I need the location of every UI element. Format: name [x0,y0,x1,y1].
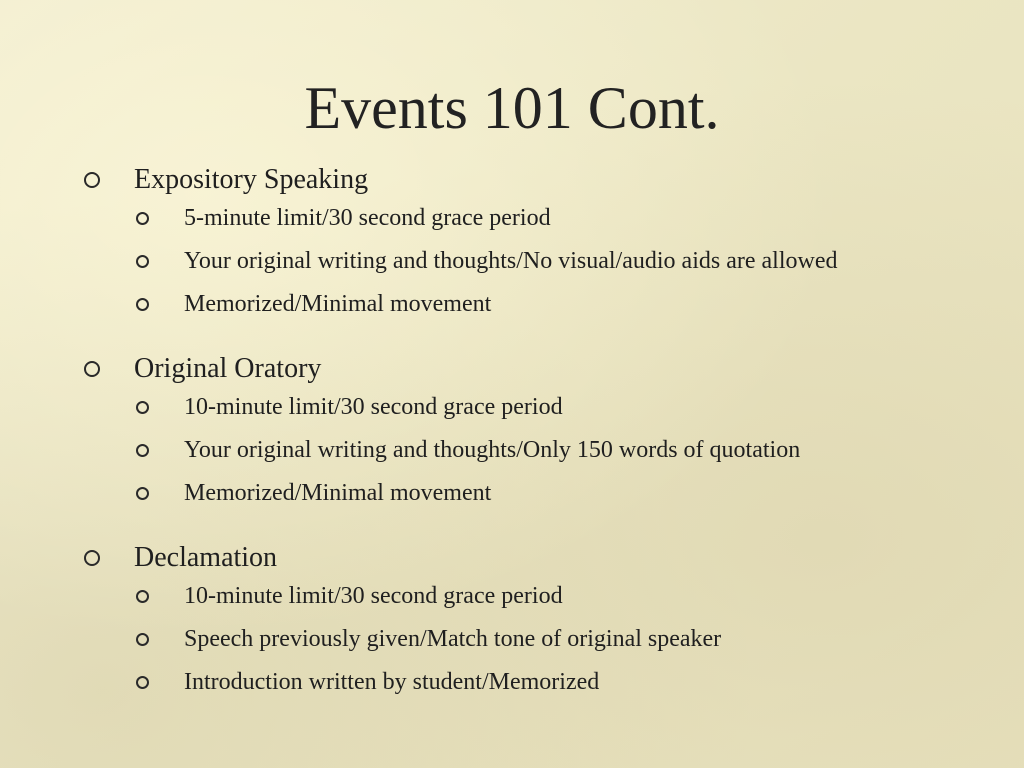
section-original-oratory [80,349,960,510]
slide-title: Events 101 Cont. [304,75,720,141]
hollow-circle-icon [136,633,149,646]
hollow-circle-icon [136,401,149,414]
list-item-text: Speech previously given/Match tone of original speaker [184,626,722,652]
section-declamation [80,538,960,699]
list-item-text: 10-minute limit/30 second grace period [184,394,563,420]
hollow-circle-icon [84,361,100,377]
list-item [80,666,960,699]
hollow-circle-icon [84,172,100,188]
list-item [80,245,960,278]
hollow-circle-icon [136,444,149,457]
section-heading [80,349,960,389]
hollow-circle-icon [136,590,149,603]
section-heading [80,538,960,578]
section-heading [80,160,960,200]
list-item-text: Memorized/Minimal movement [184,480,492,506]
bullet-list [80,160,960,727]
hollow-circle-icon [136,487,149,500]
list-item [80,288,960,321]
list-item-text: 10-minute limit/30 second grace period [184,583,563,609]
list-item-text: Your original writing and thoughts/Only 150 words of quotation [184,437,801,463]
list-item [80,434,960,467]
list-item [80,477,960,510]
section-expository-speaking [80,160,960,321]
section-heading-text: Original Oratory [134,353,322,384]
list-item [80,202,960,235]
section-heading-text: Expository Speaking [134,164,369,195]
hollow-circle-icon [136,676,149,689]
hollow-circle-icon [136,212,149,225]
hollow-circle-icon [136,298,149,311]
hollow-circle-icon [84,550,100,566]
list-item-text: Memorized/Minimal movement [184,291,492,317]
list-item [80,580,960,613]
list-item [80,391,960,424]
list-item [80,623,960,656]
list-item-text: Introduction written by student/Memorized [184,669,600,695]
list-item-text: 5-minute limit/30 second grace period [184,205,551,231]
section-heading-text: Declamation [134,542,278,573]
hollow-circle-icon [136,255,149,268]
list-item-text: Your original writing and thoughts/No visual/audio aids are allowed [184,248,838,274]
